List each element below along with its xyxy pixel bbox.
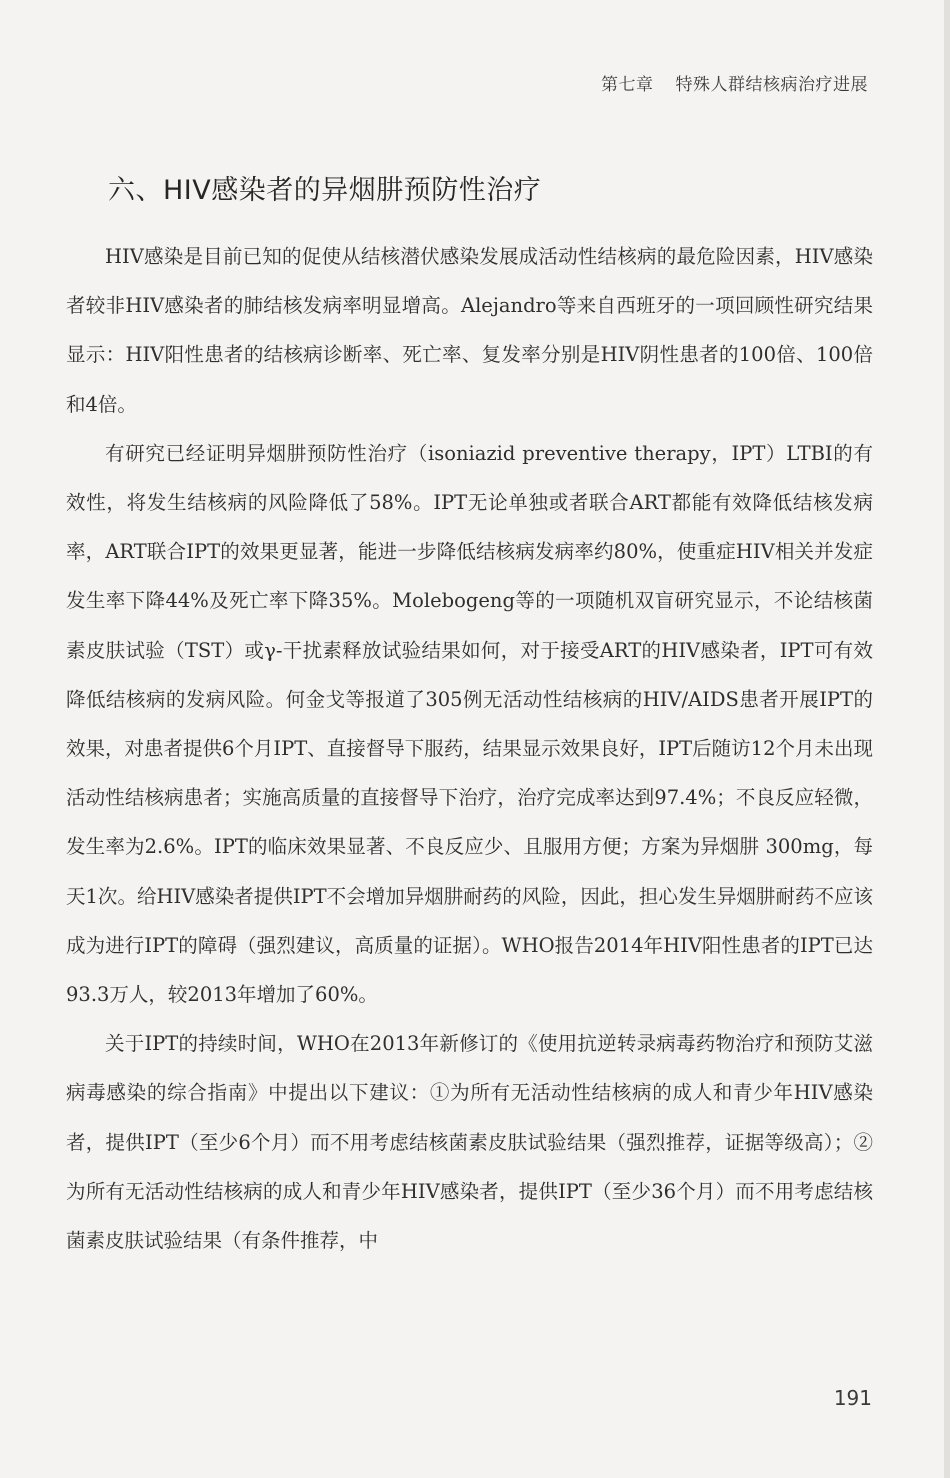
chapter-number: 第七章 (601, 75, 654, 95)
paragraph: 关于IPT的持续时间，WHO在2013年新修订的《使用抗逆转录病毒药物治疗和预防艾滋病毒感染的综合指南》中提出以下建议：①为所有无活动性结核病的成人和青少年HIV感染者，提供IPT（至少6个月）而不用考虑结核菌素皮肤试验结果（强烈推荐，证据等级高）；②为所有无活动性结核病的成人和青少年HIV感染者，提供IPT（至少36个月）而不用考虑结核菌素皮肤试验结果（有条件推荐，中 (66, 1032, 873, 1253)
paragraph: HIV感染是目前已知的促使从结核潜伏感染发展成活动性结核病的最危险因素，HIV感染者较非HIV感染者的肺结核发病率明显增高。Alejandro等来自西班牙的一项回顾性研究结果显示：HIV阳性患者的结核病诊断率、死亡率、复发率分别是HIV阴性患者的100倍、100倍和4倍。 (66, 245, 873, 416)
page-number: 191 (833, 1386, 872, 1410)
paragraph: 有研究已经证明异烟肼预防性治疗（isoniazid preventive therapy，IPT）LTBI的有效性，将发生结核病的风险降低了58%。IPT无论单独或者联合ART都能有效降低结核发病率，ART联合IPT的效果更显著，能进一步降低结核病发病率约80%，使重症HIV相关并发症发生率下降44%及死亡率下降35%。Molebogeng等的一项随机双盲研究显示，不论结核菌素皮肤试验（TST）或γ-干扰素释放试验结果如何，对于接受ART的HIV感染者，IPT可有效降低结核病的发病风险。何金戈等报道了305例无活动性结核病的HIV/AIDS患者开展IPT的效果，对患者提供6个月IPT、直接督导下服药，结果显示效果良好，IPT后随访12个月未出现活动性结核病患者；实施高质量的直接督导下治疗，治疗完成率达到97.4%；不良反应轻微，发生率为2.6%。IPT的临床效果显著、不良反应少、且服用方便；方案为异烟肼 300mg，每天1次。给HIV感染者提供IPT不会增加异烟肼耐药的风险，因此，担心发生异烟肼耐药不应该成为进行IPT的障碍（强烈建议，高质量的证据）。WHO报告2014年HIV阳性患者的IPT已达93.3万人，较2013年增加了60%。 (66, 441, 873, 1007)
section-heading: 六、HIV感染者的异烟肼预防性治疗 (108, 175, 542, 206)
running-header (601, 70, 868, 95)
body-text (66, 232, 873, 1265)
page-edge-shadow (944, 0, 950, 1478)
chapter-title: 特殊人群结核病治疗进展 (675, 75, 868, 95)
